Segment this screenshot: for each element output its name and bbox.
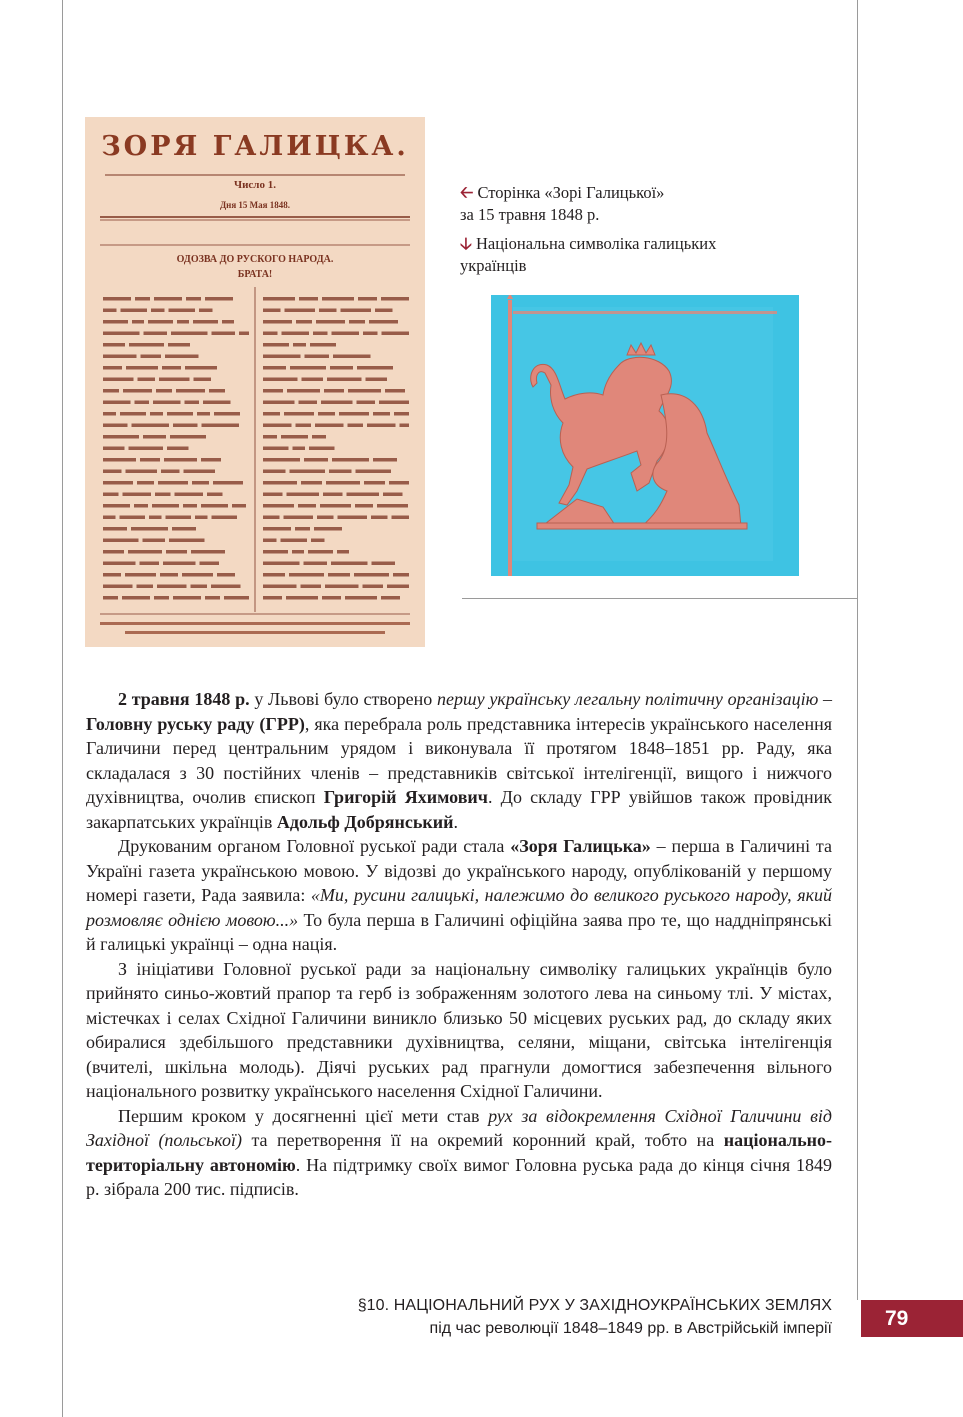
paragraph-4 bbox=[86, 1104, 832, 1202]
right-margin-line bbox=[857, 0, 858, 1300]
newspaper-caption bbox=[460, 182, 664, 226]
p2-text-2: – перша в Галичині та Україні газета українською мовою. У відозві до українського народу, опублікованій у першому номері газети, Рада заявила: bbox=[86, 836, 832, 905]
p1-text-5: . bbox=[453, 811, 458, 832]
section-subtitle: під час революції 1848–1849 рр. в Австрійській імперії bbox=[429, 1320, 832, 1337]
arrow-down-icon: 🡣 bbox=[460, 234, 472, 253]
p2-text-3: То була перша в Галичині офіційна заява про те, що наддніпрянські й галицькі українці – одна нація. bbox=[86, 909, 833, 954]
p1-bold-2: Григорій Яхимович bbox=[323, 787, 488, 807]
paragraph-2 bbox=[86, 834, 832, 957]
section-title: §10. НАЦІОНАЛЬНИЙ РУХ У ЗАХІДНОУКРАЇНСЬКИХ ЗЕМЛЯХ bbox=[357, 1297, 832, 1314]
paragraph-3 bbox=[86, 957, 832, 1104]
p1-bold-3: Адольф Добрянський bbox=[276, 811, 454, 832]
newspaper-heading-title: ОДОЗВА ДО РУСКОГО НАРОДА. bbox=[176, 254, 334, 265]
p2-bold-1: «Зоря Галицька» bbox=[510, 836, 651, 856]
p3-text-1: З ініціативи Головної руської ради за національну символіку галицьких українців було прийнято синьо-жовтий прапор та герб із зображенням золотого лева на синьому тлі. У містах, містечках і селах Східної Галичини виникло близько 50 місцевих руських рад, до складу яких обиралися здебільшого представники духівництва, селяни, міщани, світська інтелігенція (вчителі, шкільна молодь). Діячі руських рад прагнули домогтися забезпечення вільного національного розвитку українського населення Східної Галичини. bbox=[86, 958, 832, 1101]
p4-text-3: . На підтримку своїх вимог Головна руська рада до кінця січня 1849 р. зібрала 200 тис. підписів. bbox=[86, 1154, 832, 1199]
newspaper-heading bbox=[85, 252, 425, 282]
p1-italic-1: першу українську легальну політичну організацію bbox=[437, 689, 819, 709]
flag-caption bbox=[460, 233, 716, 277]
newspaper-heading-sub: БРАТА! bbox=[237, 269, 273, 280]
newspaper-caption-line2: за 15 травня 1848 р. bbox=[460, 205, 600, 224]
p1-bold-1: Головну руську раду (ГРР) bbox=[86, 713, 305, 734]
caption-divider bbox=[462, 598, 858, 599]
p1-date: 2 травня 1848 р. bbox=[118, 689, 250, 709]
newspaper-masthead: ЗОРЯ ГАЛИЦКА. bbox=[101, 131, 409, 162]
p4-bold-1: національно-територіальну автономію bbox=[86, 1130, 833, 1175]
flag-caption-line1: Національна символіка галицьких bbox=[475, 234, 717, 253]
p1-text-3: , яка перебрала роль представника інтересів українського населення Галичини перед центральним урядом і виконувала її протягом 1848–1851 рр. Раду, яка складалася з 30 постійних членів – представників світської інтелігенції, вищого і нижчого духівництва, очолив єпископ bbox=[86, 713, 832, 807]
newspaper-caption-line1: Сторінка «Зорі Галицької» bbox=[477, 183, 665, 202]
arrow-left-icon: 🡠 bbox=[460, 183, 474, 202]
p1-text-4: . До складу ГРР увійшов також провідник закарпатських українців bbox=[86, 787, 832, 832]
p4-italic-1: рух за відокремлення Східної Галичини від Західної (польської) bbox=[86, 1105, 833, 1150]
paragraph-1 bbox=[86, 687, 832, 834]
p4-text-2: та перетворення її на окремий коронний край, тобто на bbox=[241, 1130, 724, 1150]
p2-text-1: Друкованим органом Головної руської ради стала bbox=[118, 836, 511, 856]
newspaper-issue: Число 1. bbox=[234, 179, 276, 191]
p1-text-1: у Львові було створено bbox=[249, 689, 438, 709]
article-body bbox=[86, 687, 832, 1202]
newspaper-image bbox=[85, 117, 425, 647]
page-number: 79 bbox=[861, 1300, 963, 1337]
p2-italic-1: «Ми, русини галицькі, належимо до великого руського народу, який розмовляє однією мовою...» bbox=[86, 885, 832, 930]
newspaper-date: Дня 15 Мая 1848. bbox=[219, 200, 291, 210]
p1-text-2: – bbox=[818, 689, 833, 709]
p4-text-1: Першим кроком у досягненні цієї мети став bbox=[118, 1105, 489, 1126]
flag-caption-line2: українців bbox=[460, 256, 527, 275]
left-margin-line bbox=[62, 0, 63, 1417]
newspaper-text-texture bbox=[85, 117, 425, 647]
galician-flag-image bbox=[491, 295, 799, 576]
